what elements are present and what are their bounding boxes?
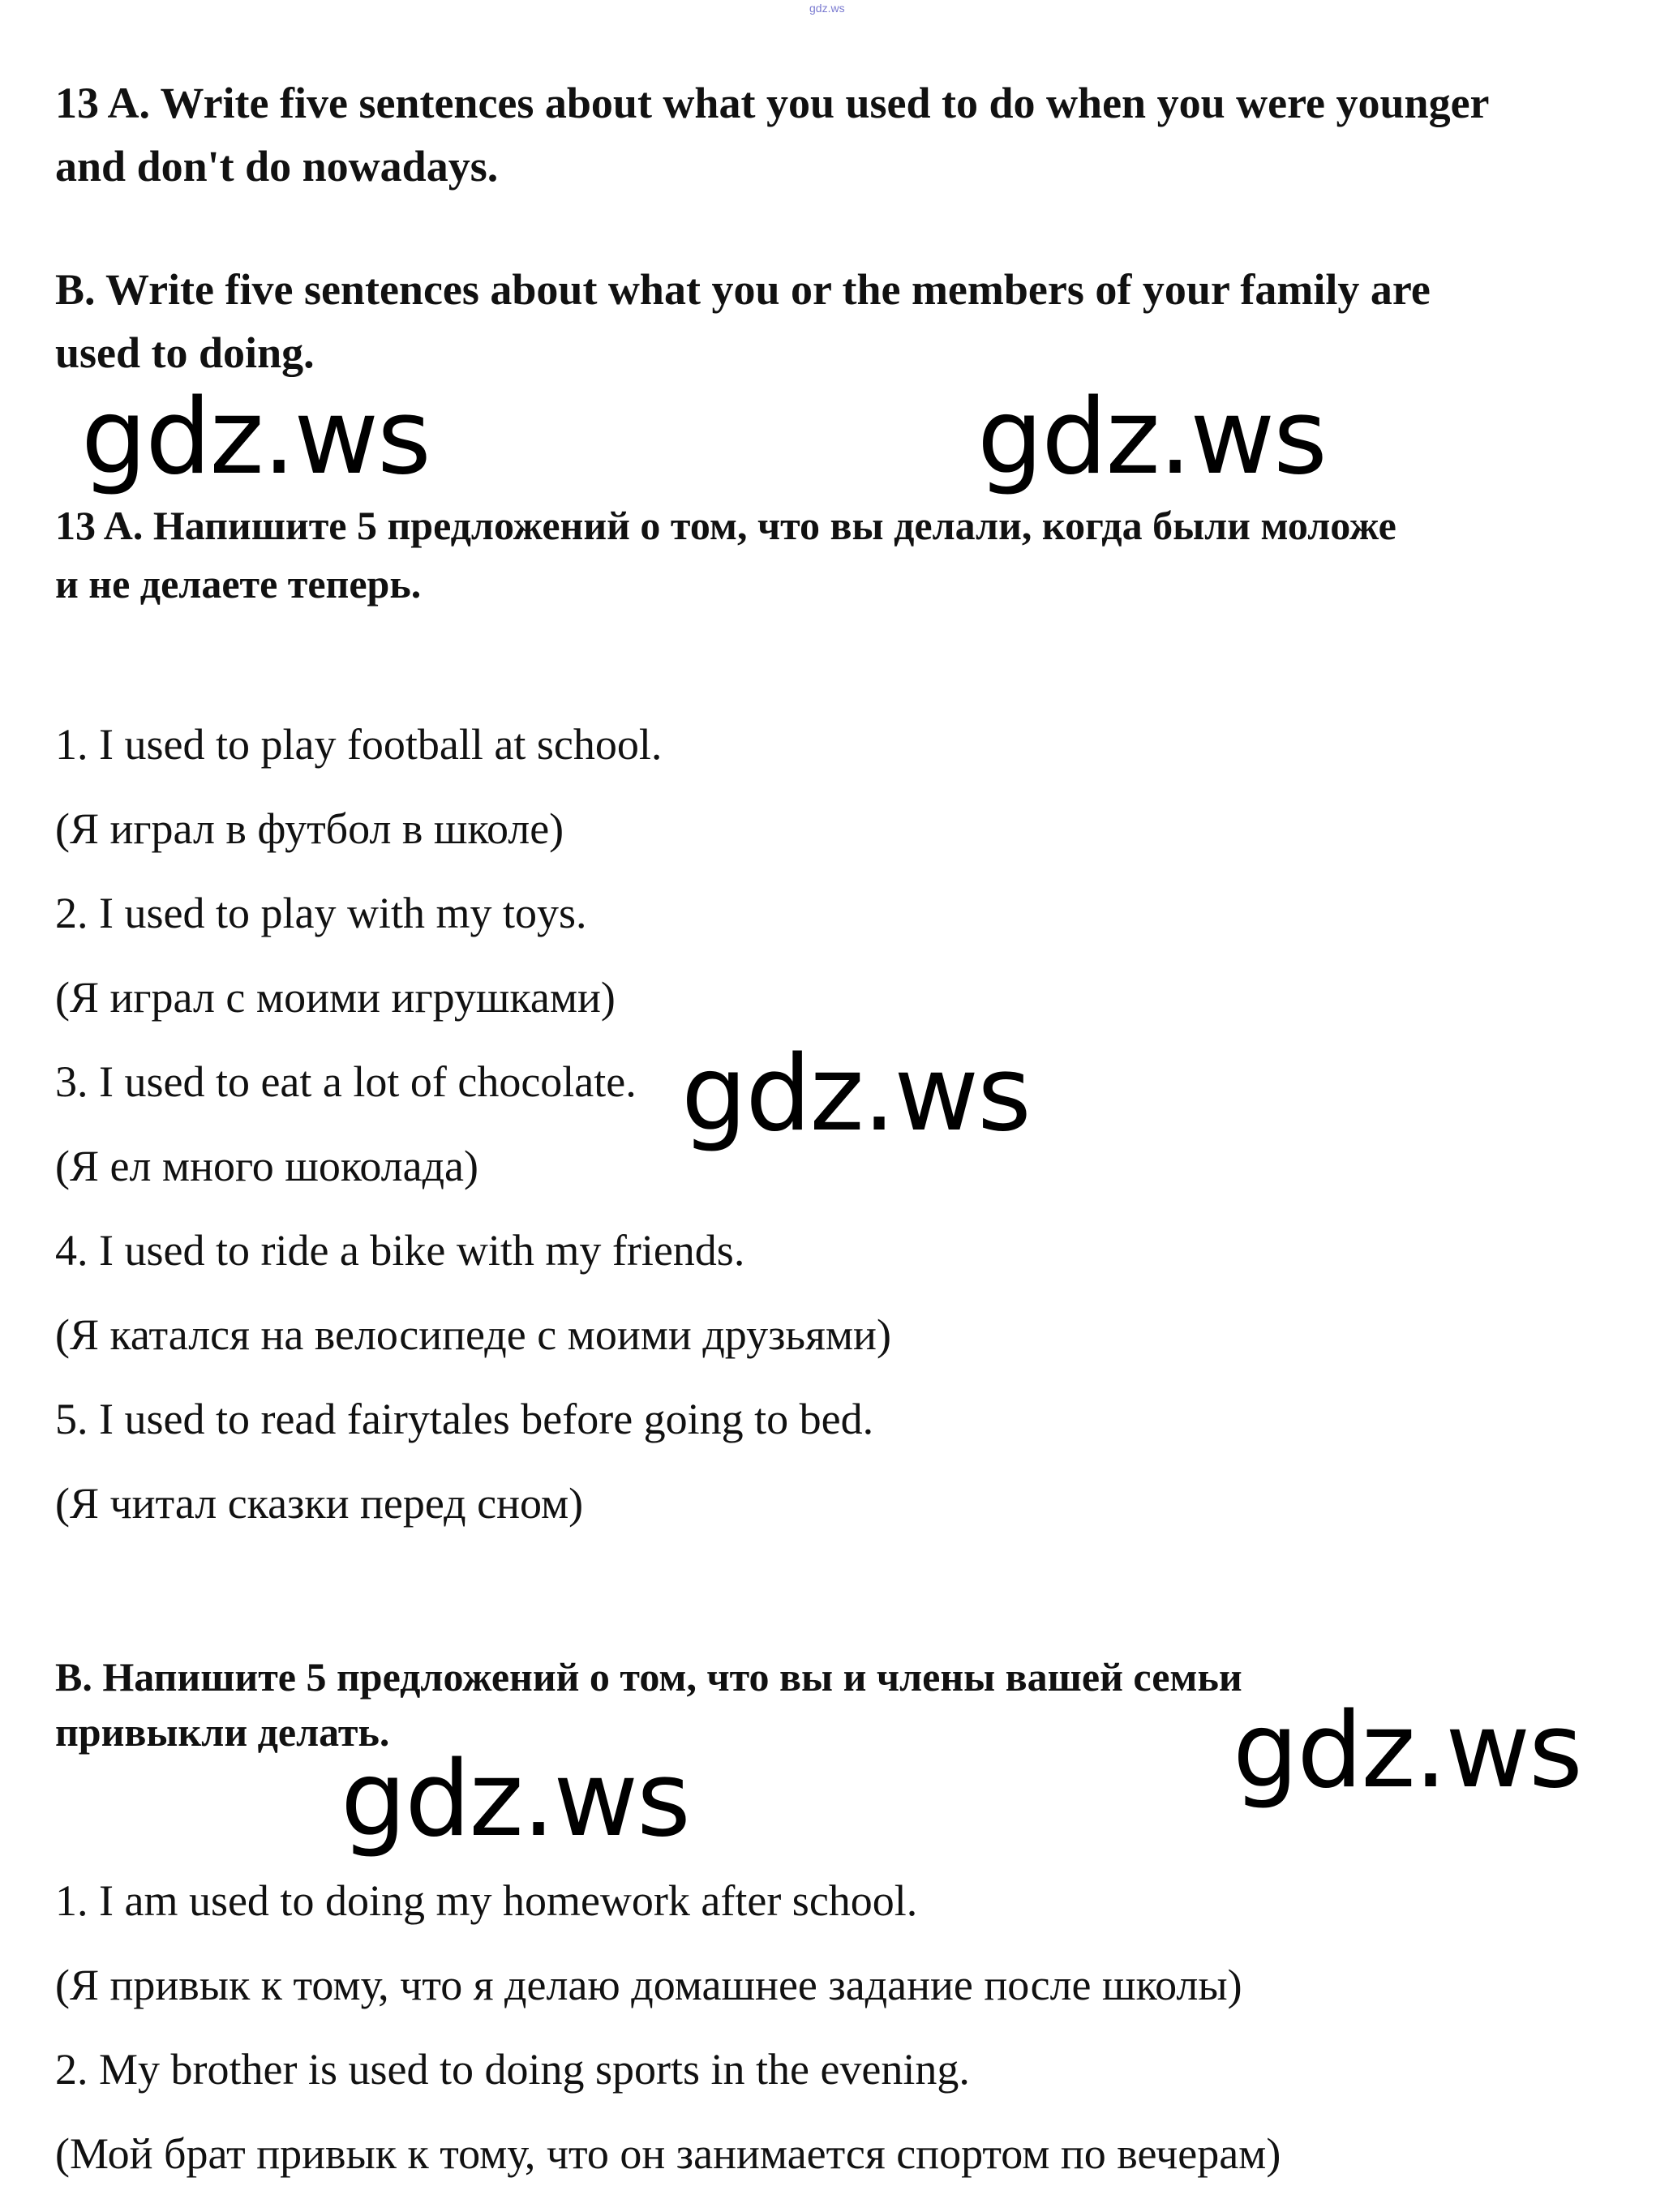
task-b-heading-line1: B. Write five sentences about what you or the members of your family are [55,265,1431,314]
answer-a-4-en: 4. I used to ride a bike with my friends. [55,1226,745,1275]
answer-a-2-ru: (Я играл с моими игрушками) [55,973,616,1022]
task-b-heading-ru-line1: B. Напишите 5 предложений о том, что вы и члены вашей семьи [55,1654,1242,1700]
answer-a-4-ru: (Я катался на велосипеде с моими друзьями) [55,1310,891,1359]
answer-b-2-ru: (Мой брат привык к тому, что он занимается спортом по вечерам) [55,2129,1281,2178]
task-a-heading-line1: 13 A. Write five sentences about what you used to do when you were younger [55,79,1490,127]
answer-b-2-en: 2. My brother is used to doing sports in the evening. [55,2045,970,2094]
task-b-heading-line2: used to doing. [55,328,315,377]
answer-b-1-ru: (Я привык к тому, что я делаю домашнее задание после школы) [55,1961,1242,2009]
task-a-heading-ru-line1: 13 A. Напишите 5 предложений о том, что вы делали, когда были моложе [55,503,1396,548]
task-a-heading-ru-line2: и не делаете теперь. [55,561,422,607]
answer-a-3-ru: (Я ел много шоколада) [55,1142,478,1190]
answer-a-5-en: 5. I used to read fairytales before going to bed. [55,1395,874,1443]
answer-a-2-en: 2. I used to play with my toys. [55,889,587,937]
answer-a-5-ru: (Я читал сказки перед сном) [55,1479,584,1528]
answer-b-1-en: 1. I am used to doing my homework after school. [55,1876,918,1925]
task-b-heading-ru-line2: привыкли делать. [55,1709,390,1755]
watermark-logo: gdz.ws [341,1739,689,1860]
answer-a-3-en: 3. I used to eat a lot of chocolate. [55,1057,637,1106]
watermark-logo: gdz.ws [81,377,430,498]
answer-a-1-en: 1. I used to play football at school. [55,720,663,769]
watermark-logo: gdz.ws [1233,1691,1581,1811]
watermark-logo: gdz.ws [977,377,1326,498]
watermark-logo: gdz.ws [681,1034,1030,1155]
task-a-heading-line2: and don't do nowadays. [55,142,499,191]
answer-a-1-ru: (Я играл в футбол в школе) [55,804,564,853]
header-watermark: gdz.ws [809,2,845,15]
